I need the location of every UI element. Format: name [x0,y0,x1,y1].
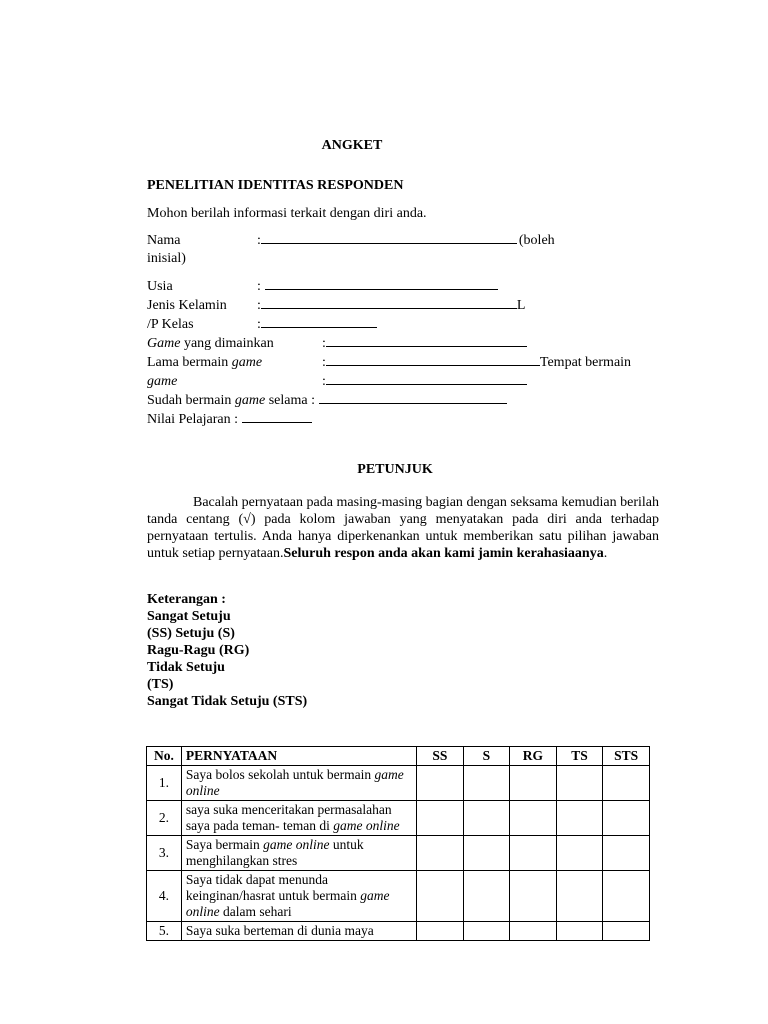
header-pernyataan: PERNYATAAN [181,747,416,766]
answer-cell-sts[interactable] [603,836,650,871]
row-number: 3. [147,836,182,871]
row-number: 4. [147,871,182,922]
answer-cell-ss[interactable] [417,922,464,941]
field-input-game-played[interactable] [326,333,527,347]
row-statement: Saya suka berteman di dunia maya [181,922,416,941]
field-label-jenis-kelamin: Jenis Kelamin [147,298,227,313]
answer-cell-s[interactable] [463,801,509,836]
answer-cell-ts[interactable] [556,922,603,941]
keterangan-line: (TS) [147,677,174,692]
field-label-tempat-cont: game [147,374,178,389]
field-nama [147,230,667,249]
answer-cell-ss[interactable] [417,801,464,836]
row-statement: saya suka menceritakan permasalahan saya pada teman- teman di game online [181,801,416,836]
field-game-played [147,333,667,352]
header-ts: TS [556,747,603,766]
respondent-fields [147,230,667,428]
answer-cell-ss[interactable] [417,836,464,871]
table-row [147,836,650,871]
statement-table [146,746,650,941]
answer-cell-ts[interactable] [556,871,603,922]
answer-cell-ts[interactable] [556,766,603,801]
field-kelas [147,314,667,333]
field-label-game-played: Game yang dimainkan [147,336,274,351]
answer-cell-rg[interactable] [510,871,557,922]
table-row [147,766,650,801]
keterangan [147,591,347,710]
keterangan-line: Tidak Setuju [147,660,225,675]
answer-cell-sts[interactable] [603,766,650,801]
field-colon: : [322,336,326,351]
answer-cell-rg[interactable] [510,801,557,836]
header-no: No. [147,747,182,766]
answer-cell-rg[interactable] [510,766,557,801]
table-row [147,922,650,941]
answer-cell-s[interactable] [463,922,509,941]
field-lama-bermain [147,352,667,371]
answer-cell-ss[interactable] [417,766,464,801]
answer-cell-s[interactable] [463,871,509,922]
answer-cell-rg[interactable] [510,836,557,871]
field-label-lama-bermain: Lama bermain game [147,355,263,370]
document-title: ANGKET [321,138,383,153]
field-input-tempat[interactable] [326,371,527,385]
answer-cell-s[interactable] [463,766,509,801]
field-input-usia[interactable] [265,276,498,290]
keterangan-line: Ragu-Ragu (RG) [147,643,250,658]
header-sts: STS [603,747,650,766]
field-colon: : [322,374,326,389]
answer-cell-sts[interactable] [603,871,650,922]
header-s: S [463,747,509,766]
field-colon: : [257,233,261,248]
intro-text: Mohon berilah informasi terkait dengan diri anda. [147,206,427,221]
petunjuk-body: Bacalah pernyataan pada masing-masing bagian dengan seksama kemudian berilah tanda centang (√) pada kolom jawaban yang menyatakan pada diri anda terhadap pernyataan tertulis. Anda hanya diperkenankan untuk memberikan satu pilihan jawaban untuk setiap pernyataan.Seluruh respon anda akan kami jamin kerahasiaanya. [147,495,659,561]
field-label-sudah-bermain: Sudah bermain game selama : [147,393,315,408]
field-nama-cont [147,249,667,268]
section-title: PENELITIAN IDENTITAS RESPONDEN [147,178,404,193]
row-number: 5. [147,922,182,941]
field-input-kelas[interactable] [261,314,377,328]
table-row [147,871,650,922]
field-label-nama-cont: inisial) [147,251,186,266]
table-header-row [147,747,650,766]
field-colon: : [322,355,326,370]
keterangan-line: Sangat Setuju [147,609,231,624]
field-label-nama: Nama [147,233,181,248]
row-number: 1. [147,766,182,801]
answer-cell-rg[interactable] [510,922,557,941]
field-usia [147,276,667,295]
field-input-jenis-kelamin[interactable] [261,295,517,309]
row-statement: Saya tidak dapat menunda keinginan/hasrat untuk bermain game online dalam sehari [181,871,416,922]
field-label-kelas: /P Kelas [147,317,194,332]
field-suffix-jenis-kelamin: L [516,298,526,313]
table-row [147,801,650,836]
field-label-nilai: Nilai Pelajaran : [147,412,238,427]
field-sudah-bermain [147,390,667,409]
keterangan-line: (SS) Setuju (S) [147,626,235,641]
field-jenis-kelamin [147,295,667,314]
answer-cell-sts[interactable] [603,922,650,941]
field-input-lama-bermain[interactable] [326,352,540,366]
header-ss: SS [417,747,464,766]
field-nilai [147,409,667,428]
row-number: 2. [147,801,182,836]
keterangan-line: Sangat Tidak Setuju (STS) [147,694,308,709]
answer-cell-ss[interactable] [417,871,464,922]
field-colon: : [257,298,261,313]
answer-cell-ts[interactable] [556,836,603,871]
field-suffix-nama: (boleh [518,233,555,248]
field-input-sudah-bermain[interactable] [319,390,507,404]
field-colon: : [257,317,261,332]
field-tempat-cont [147,371,667,390]
row-statement: Saya bermain game online untuk menghilangkan stres [181,836,416,871]
answer-cell-sts[interactable] [603,801,650,836]
field-colon: : [257,279,261,294]
petunjuk-title: PETUNJUK [357,462,433,477]
header-rg: RG [510,747,557,766]
keterangan-heading: Keterangan : [147,592,226,607]
field-input-nama[interactable] [261,230,517,244]
field-label-usia: Usia [147,279,173,294]
answer-cell-s[interactable] [463,836,509,871]
row-statement: Saya bolos sekolah untuk bermain game online [181,766,416,801]
answer-cell-ts[interactable] [556,801,603,836]
field-input-nilai[interactable] [242,409,312,423]
field-suffix-tempat: Tempat bermain [539,355,632,370]
